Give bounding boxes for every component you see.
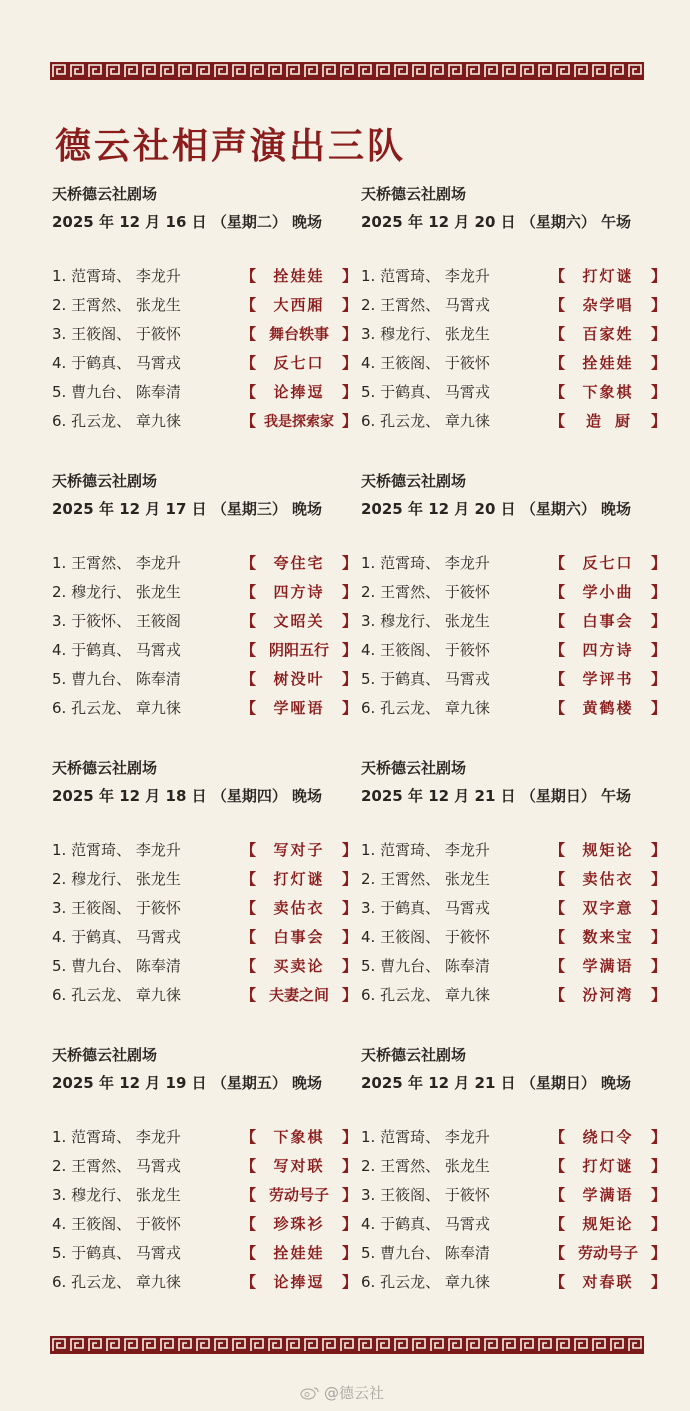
program-line (52, 697, 357, 721)
program-name: 学满语 (582, 1186, 634, 1204)
program-line (361, 868, 666, 892)
program-line (52, 1155, 357, 1179)
performers: 4. 王筱阁、 于筱怀 (361, 641, 490, 659)
program-title: 【 四方诗 】 (241, 583, 357, 601)
program-name: 大西厢 (273, 296, 325, 314)
program-line (52, 1126, 357, 1150)
performers: 1. 范霄琦、 李龙升 (361, 1128, 490, 1146)
program-title: 【 打灯谜 】 (241, 870, 357, 888)
program-name: 夫妻之间 (268, 986, 329, 1004)
performers: 3. 于筱怀、 王筱阁 (52, 612, 181, 630)
performers: 5. 曹九台、 陈奉清 (52, 383, 181, 401)
schedule-block (52, 1044, 357, 1300)
performers: 3. 王筱阁、 于筱怀 (52, 325, 181, 343)
program-name: 黄鹤楼 (582, 699, 634, 717)
program-line (361, 323, 666, 347)
program-name: 百家姓 (582, 325, 634, 343)
performers: 2. 王霄然、 张龙生 (361, 1157, 490, 1175)
top-fret-border (50, 62, 644, 80)
program-name: 卖估衣 (273, 899, 325, 917)
program-title: 【 大西厢 】 (241, 296, 357, 314)
performers: 3. 王筱阁、 于筱怀 (52, 899, 181, 917)
performers: 2. 王霄然、 张龙生 (52, 296, 181, 314)
program-title: 【 学小曲 】 (550, 583, 666, 601)
program-name: 文昭关 (273, 612, 325, 630)
program-line (361, 955, 666, 979)
program-name: 拴娃娃 (582, 354, 634, 372)
program-line (361, 1126, 666, 1150)
program-name: 拴娃娃 (273, 1244, 325, 1262)
performers: 3. 穆龙行、 张龙生 (361, 325, 490, 343)
performers: 1. 王霄然、 李龙升 (52, 554, 181, 572)
program-title: 【 绕口令 】 (550, 1128, 666, 1146)
performers: 1. 范霄琦、 李龙升 (52, 267, 181, 285)
schedule-block (52, 183, 357, 439)
program-name: 四方诗 (273, 583, 325, 601)
program-line (52, 410, 357, 434)
program-line (52, 1271, 357, 1295)
venue-name: 天桥德云社剧场 (52, 472, 158, 490)
program-name: 双字意 (582, 899, 634, 917)
bottom-fret-border (50, 1336, 644, 1354)
venue-name: 天桥德云社剧场 (361, 759, 467, 777)
program-line (361, 697, 666, 721)
show-date: 2025 年 12 月 16 日 （星期二） 晚场 (52, 213, 323, 231)
performers: 1. 范霄琦、 李龙升 (361, 841, 490, 859)
program-name: 树没叶 (273, 670, 325, 688)
program-title: 【 学哑语 】 (241, 699, 357, 717)
venue-name: 天桥德云社剧场 (52, 185, 158, 203)
program-title: 【 规矩论 】 (550, 1215, 666, 1233)
schedule-block (361, 757, 666, 1013)
performers: 6. 孔云龙、 章九徕 (361, 412, 490, 430)
program-line (52, 955, 357, 979)
program-title: 【 打灯谜 】 (550, 267, 666, 285)
program-line (361, 839, 666, 863)
program-name: 规矩论 (582, 841, 634, 859)
performers: 6. 孔云龙、 章九徕 (52, 412, 181, 430)
program-name: 卖估衣 (582, 870, 634, 888)
program-name: 阴阳五行 (268, 641, 329, 659)
program-line (52, 639, 357, 663)
performers: 4. 于鹤真、 马霄戎 (52, 354, 181, 372)
program-title: 【 文昭关 】 (241, 612, 357, 630)
schedule-block (52, 757, 357, 1013)
performers: 5. 曹九台、 陈奉清 (52, 957, 181, 975)
performers: 5. 于鹤真、 马霄戎 (361, 670, 490, 688)
program-line (52, 897, 357, 921)
program-title: 【 论捧逗 】 (241, 383, 357, 401)
program-title: 【 写对联 】 (241, 1157, 357, 1175)
program-title: 【 劳动号子 】 (550, 1244, 666, 1262)
program-line (361, 265, 666, 289)
show-date: 2025 年 12 月 20 日 （星期六） 午场 (361, 213, 632, 231)
schedule-block (361, 183, 666, 439)
performers: 4. 王筱阁、 于筱怀 (361, 354, 490, 372)
schedule-block (52, 470, 357, 726)
program-line (52, 294, 357, 318)
performers: 6. 孔云龙、 章九徕 (52, 1273, 181, 1291)
program-title: 【 白事会 】 (241, 928, 357, 946)
venue-name: 天桥德云社剧场 (52, 1046, 158, 1064)
program-line (52, 610, 357, 634)
program-title: 【 汾河湾 】 (550, 986, 666, 1004)
venue-name: 天桥德云社剧场 (361, 1046, 467, 1064)
performers: 2. 王霄然、 马霄戎 (361, 296, 490, 314)
performers: 2. 王霄然、 于筱怀 (361, 583, 490, 601)
program-name: 学评书 (582, 670, 634, 688)
program-name: 写对联 (273, 1157, 325, 1175)
program-name: 拴娃娃 (273, 267, 325, 285)
program-name: 劳动号子 (577, 1244, 638, 1262)
program-title: 【 卖估衣 】 (241, 899, 357, 917)
program-name: 规矩论 (582, 1215, 634, 1233)
program-name: 写对子 (273, 841, 325, 859)
performers: 2. 穆龙行、 张龙生 (52, 583, 181, 601)
program-line (361, 610, 666, 634)
program-line (361, 1184, 666, 1208)
program-title: 【 反七口 】 (241, 354, 357, 372)
program-title: 【 双字意 】 (550, 899, 666, 917)
program-name: 杂学唱 (582, 296, 634, 314)
program-line (361, 552, 666, 576)
performers: 4. 王筱阁、 于筱怀 (361, 928, 490, 946)
program-title: 【 下象棋 】 (241, 1128, 357, 1146)
program-title: 【 树没叶 】 (241, 670, 357, 688)
program-title: 【 我是探索家 】 (241, 412, 357, 430)
performers: 2. 穆龙行、 张龙生 (52, 870, 181, 888)
program-title: 【 拴娃娃 】 (241, 267, 357, 285)
program-name: 打灯谜 (273, 870, 325, 888)
program-title: 【 写对子 】 (241, 841, 357, 859)
program-title: 【 学满语 】 (550, 957, 666, 975)
performers: 5. 于鹤真、 马霄戎 (52, 1244, 181, 1262)
program-title: 【 舞台轶事 】 (241, 325, 357, 343)
program-name: 打灯谜 (582, 267, 634, 285)
program-title: 【 造厨 】 (550, 412, 666, 430)
performers: 1. 范霄琦、 李龙升 (361, 267, 490, 285)
performers: 3. 王筱阁、 于筱怀 (361, 1186, 490, 1204)
program-title: 【 夸住宅 】 (241, 554, 357, 572)
program-line (361, 639, 666, 663)
program-title: 【 反七口 】 (550, 554, 666, 572)
program-name: 夸住宅 (273, 554, 325, 572)
show-date: 2025 年 12 月 21 日 （星期日） 晚场 (361, 1074, 632, 1092)
performers: 5. 曹九台、 陈奉清 (52, 670, 181, 688)
show-date: 2025 年 12 月 17 日 （星期三） 晚场 (52, 500, 323, 518)
program-title: 【 阴阳五行 】 (241, 641, 357, 659)
performers: 4. 于鹤真、 马霄戎 (361, 1215, 490, 1233)
program-name: 我是探索家 (264, 413, 334, 430)
program-name: 论捧逗 (273, 1273, 325, 1291)
performers: 1. 范霄琦、 李龙升 (52, 1128, 181, 1146)
program-name: 绕口令 (582, 1128, 634, 1146)
program-title: 【 劳动号子 】 (241, 1186, 357, 1204)
program-name: 白事会 (273, 928, 325, 946)
program-line (52, 926, 357, 950)
program-name: 打灯谜 (582, 1157, 634, 1175)
program-line (52, 323, 357, 347)
performers: 3. 于鹤真、 马霄戎 (361, 899, 490, 917)
program-line (361, 668, 666, 692)
program-title: 【 下象棋 】 (550, 383, 666, 401)
show-date: 2025 年 12 月 20 日 （星期六） 晚场 (361, 500, 632, 518)
venue-name: 天桥德云社剧场 (361, 185, 467, 203)
program-line (361, 1213, 666, 1237)
program-name: 买卖论 (273, 957, 325, 975)
program-line (361, 381, 666, 405)
performers: 6. 孔云龙、 章九徕 (361, 699, 490, 717)
program-name: 学满语 (582, 957, 634, 975)
page-title: 德云社相声演出三队 (55, 125, 407, 167)
program-name: 下象棋 (582, 383, 634, 401)
program-title: 【 买卖论 】 (241, 957, 357, 975)
venue-name: 天桥德云社剧场 (52, 759, 158, 777)
program-line (52, 352, 357, 376)
schedule-block (361, 1044, 666, 1300)
program-title: 【 论捧逗 】 (241, 1273, 357, 1291)
performers: 3. 穆龙行、 张龙生 (361, 612, 490, 630)
weibo-icon (300, 1386, 320, 1400)
program-name: 珍珠衫 (273, 1215, 325, 1233)
program-line (361, 1242, 666, 1266)
program-line (361, 897, 666, 921)
program-title: 【 规矩论 】 (550, 841, 666, 859)
program-name: 论捧逗 (273, 383, 325, 401)
program-title: 【 黄鹤楼 】 (550, 699, 666, 717)
performers: 6. 孔云龙、 章九徕 (361, 986, 490, 1004)
program-name: 反七口 (582, 554, 634, 572)
program-line (52, 1213, 357, 1237)
program-line (361, 926, 666, 950)
program-title: 【 杂学唱 】 (550, 296, 666, 314)
program-line (52, 381, 357, 405)
watermark-text: @德云社 (324, 1384, 385, 1402)
venue-name: 天桥德云社剧场 (361, 472, 467, 490)
program-line (52, 265, 357, 289)
program-title: 【 学满语 】 (550, 1186, 666, 1204)
performers: 4. 于鹤真、 马霄戎 (52, 641, 181, 659)
program-name: 对春联 (582, 1273, 634, 1291)
performers: 6. 孔云龙、 章九徕 (52, 986, 181, 1004)
program-title: 【 四方诗 】 (550, 641, 666, 659)
performers: 4. 于鹤真、 马霄戎 (52, 928, 181, 946)
program-line (361, 352, 666, 376)
performers: 1. 范霄琦、 李龙升 (361, 554, 490, 572)
program-name: 下象棋 (273, 1128, 325, 1146)
performers: 6. 孔云龙、 章九徕 (52, 699, 181, 717)
program-name: 四方诗 (582, 641, 634, 659)
program-title: 【 数来宝 】 (550, 928, 666, 946)
performers: 5. 曹九台、 陈奉清 (361, 957, 490, 975)
program-line (52, 581, 357, 605)
program-line (52, 1184, 357, 1208)
program-line (52, 1242, 357, 1266)
program-line (361, 581, 666, 605)
performers: 5. 曹九台、 陈奉清 (361, 1244, 490, 1262)
program-title: 【 拴娃娃 】 (550, 354, 666, 372)
program-name: 数来宝 (582, 928, 634, 946)
weibo-watermark (300, 1382, 384, 1403)
program-name: 反七口 (273, 354, 325, 372)
program-name: 劳动号子 (268, 1186, 329, 1204)
program-name: 汾河湾 (582, 986, 634, 1004)
program-title: 【 对春联 】 (550, 1273, 666, 1291)
program-line (52, 868, 357, 892)
show-date: 2025 年 12 月 19 日 （星期五） 晚场 (52, 1074, 323, 1092)
program-name: 白事会 (582, 612, 634, 630)
schedule-block (361, 470, 666, 726)
performers: 3. 穆龙行、 张龙生 (52, 1186, 181, 1204)
program-name: 学哑语 (273, 699, 325, 717)
show-date: 2025 年 12 月 21 日 （星期日） 午场 (361, 787, 632, 805)
program-line (361, 294, 666, 318)
program-line (361, 410, 666, 434)
performers: 2. 王霄然、 张龙生 (361, 870, 490, 888)
program-title: 【 拴娃娃 】 (241, 1244, 357, 1262)
program-line (52, 668, 357, 692)
show-date: 2025 年 12 月 18 日 （星期四） 晚场 (52, 787, 323, 805)
performers: 4. 王筱阁、 于筱怀 (52, 1215, 181, 1233)
program-title: 【 卖估衣 】 (550, 870, 666, 888)
program-name: 造厨 (585, 412, 644, 430)
program-title: 【 学评书 】 (550, 670, 666, 688)
performers: 1. 范霄琦、 李龙升 (52, 841, 181, 859)
program-line (361, 1155, 666, 1179)
program-line (361, 1271, 666, 1295)
program-line (52, 984, 357, 1008)
program-title: 【 夫妻之间 】 (241, 986, 357, 1004)
program-title: 【 白事会 】 (550, 612, 666, 630)
program-title: 【 打灯谜 】 (550, 1157, 666, 1175)
performers: 5. 于鹤真、 马霄戎 (361, 383, 490, 401)
program-title: 【 百家姓 】 (550, 325, 666, 343)
program-title: 【 珍珠衫 】 (241, 1215, 357, 1233)
program-line (52, 552, 357, 576)
performers: 2. 王霄然、 马霄戎 (52, 1157, 181, 1175)
program-name: 舞台轶事 (268, 325, 329, 343)
program-line (361, 984, 666, 1008)
performers: 6. 孔云龙、 章九徕 (361, 1273, 490, 1291)
program-line (52, 839, 357, 863)
program-name: 学小曲 (582, 583, 634, 601)
